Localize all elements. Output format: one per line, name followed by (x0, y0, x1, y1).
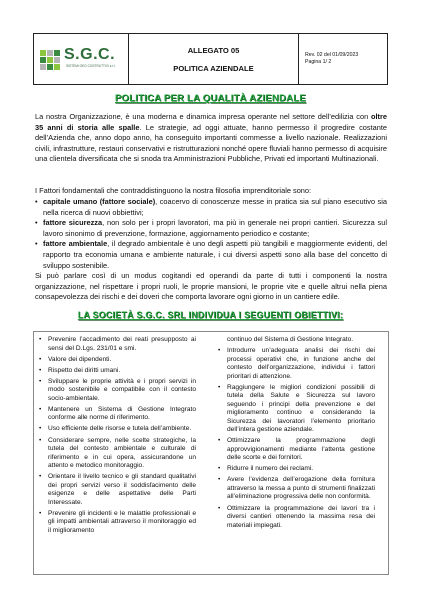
list-item: • Sviluppare le proprie attività e i propri servizi in modo sostenibile e compatibile con il contesto socio-ambientale. (38, 378, 196, 404)
revision-cell (299, 34, 388, 85)
list-item: • Valore dei dipendenti. (38, 356, 196, 365)
doc-title-cell (129, 34, 299, 85)
list-item: • Considerare sempre, nelle scelte strategiche, la tutela del contesto ambientale e culturale di riferimento e in cui opera, assicurandone un attento e metodico monitoraggio. (38, 437, 196, 471)
objectives-title: LA SOCIETÀ S.G.C. SRL INDIVIDUA I SEGUENTI OBIETTIVI: (77, 310, 344, 320)
list-item: • Avere l’evidenza dell’erogazione della fornitura attraverso la messa a punto di strumenti finalizzati all’eliminazione progressiva delle non conformità. (217, 476, 375, 502)
list-item: • Prevenire l’accadimento dei reati presupposto ai sensi del D.Lgs. 231/01 e smi. (38, 336, 196, 353)
intro-paragraph: La nostra Organizzazione, è una moderna e dinamica impresa operante nel settore dell’edilizia con oltre 35 anni di storia alle spalle. Le strategie, ad oggi attuate, hanno permesso il progredire costante dell’Azienda che, anno dopo anno, ha conseguito importanti commesse a livello nazionale. Realizzazioni civili, infrastrutture, restauri conservativi e ristrutturazioni nonché opere fluviali hanno permesso di acquisire una clientela diversificata che si snoda tra Amministrazioni Pubbliche, Privati ed importanti Multinazionali. (35, 112, 388, 164)
page-number: Pagina 1/ 2 (305, 59, 332, 65)
company-logo (34, 34, 128, 84)
list-item: • Ottimizzare la programmazione dei lavori tra i diversi cantieri ottenendo la massima resa dei materiali impiegati. (217, 505, 375, 531)
logo-name: S.G.C. (64, 46, 116, 63)
list-item: • Introdurre un’adeguata analisi dei rischi dei processi operativi che, in funzione anche del contesto dell’organizzazione, individui i fattori prioritari di attenzione. (217, 347, 375, 381)
factors-intro: I Fattori fondamentali che contraddistinguono la nostra filosofia imprenditoriale sono: (35, 186, 312, 195)
logo-subtitle: SISTEMI GEO COSTRUTTIVI s.r.l. (66, 64, 116, 68)
list-item: • Prevenire gli incidenti e le malattie professionali e gli impatti ambientali attraverso il monitoraggio ed il miglioramento (38, 510, 196, 536)
revision: Rev. 02 del 01/09/2023 (305, 52, 359, 58)
list-item: • Mantenere un Sistema di Gestione Integrato conforme alle norme di riferimento. (38, 406, 196, 423)
objectives-left-column (38, 336, 196, 538)
logo-cell (34, 34, 129, 85)
list-item: • capitale umano (fattore sociale), coacervo di conoscenze messe in pratica sia sul piano esecutivo sia nella ricerca di nuovi obbiettivi; (35, 197, 387, 218)
page-title: POLITICA PER LA QUALITÀ AZIENDALE (114, 93, 306, 104)
list-item: • Ridurre il numero dei reclami. (217, 465, 375, 474)
list-item: • Ottimizzare la programmazione degli approvvigionamenti mediante l’attenta gestione delle scorte e dei fornitori. (217, 437, 375, 463)
list-item: • fattore sicurezza, non solo per i propri lavoratori, ma più in generale nei propri cantieri. Sicurezza sul lavoro sinonimo di prevenzione, formazione, aggiornamento periodico e costante; (35, 218, 387, 239)
list-item: • fattore ambientale, il degrado ambientale è uno degli aspetti più tangibili e maggiormente evidenti, del rapporto tra economia umana e ambiente naturale, i cui diversi aspetti sono alla base del concetto di sviluppo sostenibile. (35, 239, 387, 271)
closing-paragraph: Si può parlare così di un modus cogitandi ed operandi da parte di tutti i componenti la nostra organizzazione, nel rispettare i propri ruoli, le proprie mansioni, le proprie vite e quelle altrui nella piena consapevolezza dei rischi e dei doveri che comporta lavorare ogni giorno in un cantiere edile. (35, 271, 387, 302)
factors-list (35, 197, 387, 271)
doc-label: ALLEGATO 05 (187, 45, 240, 55)
list-item: • Raggiungere le migliori condizioni possibili di tutela della Salute e Sicurezza sul lavoro seguendo i principi della prevenzione e del miglioramento continuo e considerando la Sicurezza dei lavoratori l’elemento prioritario dell’intera gestione aziendale. (217, 384, 375, 435)
list-item: • Rispetto dei diritti umani. (38, 367, 196, 376)
list-item-continuation: continuo del Sistema di Gestione Integrato. (227, 336, 354, 343)
header-table (33, 33, 388, 85)
objectives-right-column (217, 336, 375, 533)
list-item: • Uso efficiente delle risorse e tutela dell’ambiente. (38, 425, 196, 434)
list-item: • Orientare il livello tecnico e gli standard qualitativi dei propri servizi verso il soddisfacimento delle esigenze e delle aspettative delle Parti Interessate. (38, 473, 196, 507)
doc-title: POLITICA AZIENDALE (173, 63, 254, 73)
